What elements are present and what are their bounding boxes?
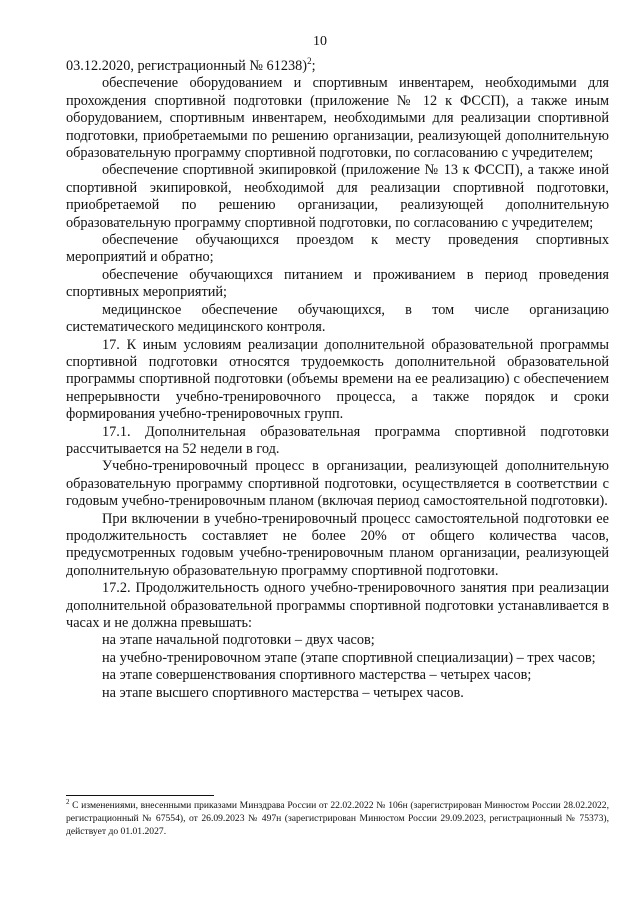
paragraph-17-2: 17.2. Продолжительность одного учебно-тренировочного занятия при реализации дополнительной образовательной программы спортивной подготовки устанавливается в часах и не должна превышать: bbox=[66, 580, 609, 631]
paragraph-17-1: 17.1. Дополнительная образовательная программа спортивной подготовки рассчитывается на 52 недели в год. bbox=[66, 423, 609, 457]
footnote bbox=[66, 799, 609, 838]
paragraph-sports-gear: обеспечение спортивной экипировкой (приложение № 13 к ФССП), а также иной спортивной экипировкой, необходимой для реализации спортивной подготовки, приобретаемой по решению организации, реализующей дополнительную образовательную программу спортивной подготовки, по согласованию с учредителем; bbox=[66, 162, 609, 231]
list-item-initial-stage: на этапе начальной подготовки – двух часов; bbox=[102, 632, 375, 649]
footnote-reference: 2 bbox=[307, 56, 312, 67]
paragraph-17: 17. К иным условиям реализации дополнительной образовательной программы спортивной подготовки относятся трудоемкость дополнительной образовательной программы спортивной подготовки (объемы времени на ее реализацию) с обеспечением непрерывности учебно-тренировочного процесса, а также порядок и сроки формирования учебно-тренировочных групп. bbox=[66, 336, 609, 423]
paragraph-medical: медицинское обеспечение обучающихся, в том числе организацию систематического медицинского контроля. bbox=[66, 301, 609, 336]
page-number: 10 bbox=[313, 34, 327, 49]
list-item-improvement-stage: на этапе совершенствования спортивного мастерства – четырех часов; bbox=[102, 667, 532, 684]
list-item-training-stage: на учебно-тренировочном этапе (этапе спортивной специализации) – трех часов; bbox=[102, 649, 596, 666]
paragraph-self-training: При включении в учебно-тренировочный процесс самостоятельной подготовки ее продолжительность составляет не более 20% от общего количества часов, предусмотренных годовым учебно-тренировочным планом организации, реализующей дополнительную образовательную программу спортивной подготовки. bbox=[66, 510, 609, 579]
paragraph-travel: обеспечение обучающихся проездом к месту проведения спортивных мероприятий и обратно; bbox=[66, 232, 609, 266]
continuation-text: 03.12.2020, регистрационный № 61238) bbox=[66, 58, 308, 74]
list-item-highest-stage: на этапе высшего спортивного мастерства – четырех часов. bbox=[102, 684, 464, 701]
footnote-text: С изменениями, внесенными приказами Минздрава России от 22.02.2022 № 106н (зарегистрирован Минюстом России 28.02.2022, регистрационный № 67554), от 26.09.2023 № 497н (зарегистрирован Минюстом России 29.09.2023, регистрационный № 75373), действует до 01.01.2027. bbox=[66, 800, 609, 837]
continuation-tail: ; bbox=[311, 58, 316, 74]
footnote-marker: 2 bbox=[66, 797, 70, 806]
footnote-divider bbox=[66, 795, 214, 796]
document-body bbox=[66, 58, 609, 702]
paragraph-equipment: обеспечение оборудованием и спортивным инвентарем, необходимыми для прохождения спортивной подготовки (приложение № 12 к ФССП), а также иным оборудованием, спортивным инвентарем, необходимыми для реализации спортивной подготовки, приобретаемыми по решению организации, реализующей дополнительную образовательную программу спортивной подготовки, по согласованию с учредителем; bbox=[66, 75, 609, 162]
continuation-line bbox=[66, 58, 609, 75]
paragraph-food-lodging: обеспечение обучающихся питанием и проживанием в период проведения спортивных мероприятий; bbox=[66, 266, 609, 301]
paragraph-training-process: Учебно-тренировочный процесс в организации, реализующей дополнительную образовательную программу спортивной подготовки, осуществляется в соответствии с годовым учебно-тренировочным планом (включая период самостоятельной подготовки). bbox=[66, 458, 609, 510]
